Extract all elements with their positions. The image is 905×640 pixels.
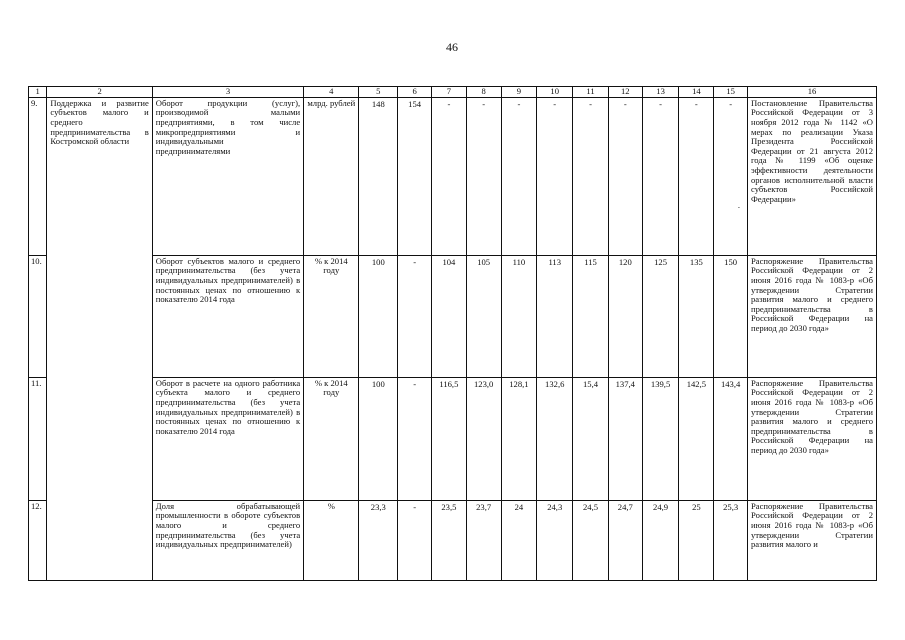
indicator-name: Оборот субъектов малого и среднего предпринимательства (без учета индивидуальных предпринимателей) в постоянных ценах по отношению к показателю 2014 года — [152, 255, 303, 377]
source-document: Распоряжение Правительства Российской Федерации от 2 июня 2016 года № 1083-р «Об утверждении Стратегии развития малого и — [748, 500, 877, 580]
value-cell: 150 — [714, 255, 748, 377]
value-cell: 154 — [398, 97, 432, 255]
column-header: 1 — [29, 87, 47, 98]
unit-cell: млрд. рублей — [304, 97, 359, 255]
page-number: 46 — [446, 40, 458, 54]
value-cell: 142,5 — [679, 377, 714, 500]
source-document: Распоряжение Правительства Российской Федерации от 2 июня 2016 года № 1083-р «Об утверждении Стратегии развития малого и среднего предпринимательства в Российской Федерации на период до 2030 года» — [748, 377, 877, 500]
value-cell: 143,4 — [714, 377, 748, 500]
value-cell: 137,4 — [608, 377, 642, 500]
table-row — [29, 255, 877, 377]
margin-mark: . — [737, 200, 740, 211]
table-row — [29, 377, 877, 500]
value-cell: - — [573, 97, 609, 255]
value-cell: - — [501, 97, 537, 255]
column-header: 11 — [573, 87, 609, 98]
indicator-name: Оборот в расчете на одного работника субъекта малого и среднего предпринимательства (без учета индивидуальных предпринимателей) в постоянных ценах по отношению к показателю 2014 года — [152, 377, 303, 500]
program-name: Поддержка и развитие субъектов малого и среднего предпринимательства в Костромской области — [47, 97, 152, 580]
value-cell: - . — [714, 97, 748, 255]
value-cell: 23,5 — [432, 500, 467, 580]
value-cell: 115 — [573, 255, 609, 377]
value-cell: 24 — [501, 500, 537, 580]
column-header: 12 — [608, 87, 642, 98]
table-row — [29, 97, 877, 255]
column-header: 14 — [679, 87, 714, 98]
value-cell: 23,3 — [359, 500, 398, 580]
table-row — [29, 500, 877, 580]
value-cell: 128,1 — [501, 377, 537, 500]
row-number: 12. — [29, 500, 47, 580]
value-cell: - — [608, 97, 642, 255]
column-header: 10 — [537, 87, 573, 98]
indicators-table — [28, 86, 877, 581]
column-header: 5 — [359, 87, 398, 98]
unit-cell: % к 2014 году — [304, 255, 359, 377]
value-cell: - — [642, 97, 679, 255]
indicator-name: Оборот продукции (услуг), производимой малыми предприятиями, в том числе микропредприятиями и индивидуальными предпринимателями — [152, 97, 303, 255]
column-header: 3 — [152, 87, 303, 98]
value-cell: 125 — [642, 255, 679, 377]
value-cell: 24,9 — [642, 500, 679, 580]
value-cell: 139,5 — [642, 377, 679, 500]
value-cell: 15,4 — [573, 377, 609, 500]
column-header: 15 — [714, 87, 748, 98]
column-header: 9 — [501, 87, 537, 98]
value-cell: 105 — [466, 255, 501, 377]
value-cell: - — [398, 500, 432, 580]
row-number: 9. — [29, 97, 47, 255]
value-cell: 24,5 — [573, 500, 609, 580]
unit-cell: % — [304, 500, 359, 580]
column-header: 16 — [748, 87, 877, 98]
column-header: 13 — [642, 87, 679, 98]
value-cell: 148 — [359, 97, 398, 255]
value-cell: 132,6 — [537, 377, 573, 500]
value-cell: 113 — [537, 255, 573, 377]
value-cell: 123,0 — [466, 377, 501, 500]
indicator-name: Доля обрабатывающей промышленности в обороте субъектов малого и среднего предпринимательства (без учета индивидуальных предпринимателей) — [152, 500, 303, 580]
value-cell: 135 — [679, 255, 714, 377]
value-cell: - — [537, 97, 573, 255]
value-cell: 100 — [359, 255, 398, 377]
column-header-row — [29, 87, 877, 98]
column-header: 8 — [466, 87, 501, 98]
value-cell: 24,7 — [608, 500, 642, 580]
value-cell: - — [466, 97, 501, 255]
value-cell: 104 — [432, 255, 467, 377]
value-cell: - — [398, 255, 432, 377]
value-cell: 110 — [501, 255, 537, 377]
column-header: 2 — [47, 87, 152, 98]
value-cell: - — [679, 97, 714, 255]
value-cell: - — [398, 377, 432, 500]
row-number: 10. — [29, 255, 47, 377]
unit-cell: % к 2014 году — [304, 377, 359, 500]
value-cell: 23,7 — [466, 500, 501, 580]
source-document: Распоряжение Правительства Российской Федерации от 2 июня 2016 года № 1083-р «Об утверждении Стратегии развития малого и среднего предпринимательства в Российской Федерации на период до 2030 года» — [748, 255, 877, 377]
value-cell: 100 — [359, 377, 398, 500]
source-document: Постановление Правительства Российской Федерации от 3 ноября 2012 года № 1142 «О мерах по реализации Указа Президента Российской Федерации от 21 августа 2012 года № 1199 «Об оценке эффективности деятельности органов исполнительной власти субъектов Российской Федерации» — [748, 97, 877, 255]
value-cell: 24,3 — [537, 500, 573, 580]
value-cell: 120 — [608, 255, 642, 377]
value-cell: 25 — [679, 500, 714, 580]
row-number: 11. — [29, 377, 47, 500]
column-header: 6 — [398, 87, 432, 98]
value-cell: 116,5 — [432, 377, 467, 500]
value-cell: 25,3 — [714, 500, 748, 580]
value-cell: - — [432, 97, 467, 255]
column-header: 4 — [304, 87, 359, 98]
column-header: 7 — [432, 87, 467, 98]
